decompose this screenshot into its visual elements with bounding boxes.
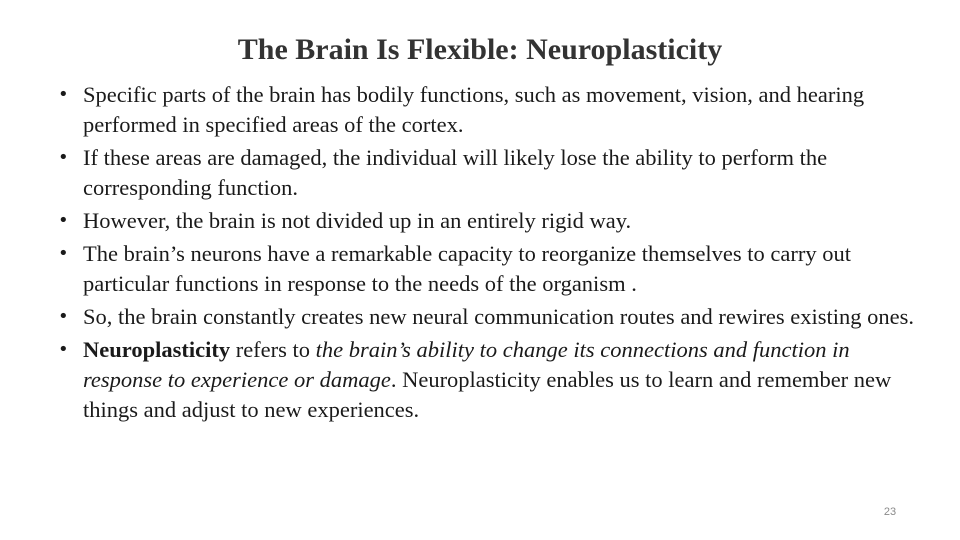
bullet-item <box>58 206 918 236</box>
bullet-list <box>58 80 918 428</box>
term-neuroplasticity: Neuroplasticity <box>83 337 231 362</box>
bullet-text: The brain’s neurons have a remarkable capacity to reorganize themselves to carry out particular functions in response to the needs of the organism . <box>83 241 852 296</box>
bullet-dot-icon: • <box>58 339 69 360</box>
bullet-dot-icon: • <box>58 147 69 168</box>
bullet-text: However, the brain is not divided up in an entirely rigid way. <box>83 208 632 233</box>
bullet-text: If these areas are damaged, the individual will likely lose the ability to perform the corresponding function. <box>83 145 828 200</box>
bullet-text-part: . Neuroplasticity enables us to learn and remember new things and adjust to new experiences. <box>83 367 892 422</box>
bullet-dot-icon: • <box>58 210 69 231</box>
bullet-item <box>58 239 918 299</box>
bullet-text: So, the brain constantly creates new neural communication routes and rewires existing ones. <box>83 304 915 329</box>
bullet-dot-icon: • <box>58 306 69 327</box>
bullet-text-part: refers to <box>230 337 316 362</box>
bullet-item-neuroplasticity <box>58 335 918 425</box>
bullet-dot-icon: • <box>58 243 69 264</box>
page-number: 23 <box>883 506 897 518</box>
definition-text: the brain’s ability to change its connections and function in response to experience or damage <box>83 337 850 392</box>
bullet-dot-icon: • <box>58 84 69 105</box>
bullet-text: Specific parts of the brain has bodily functions, such as movement, vision, and hearing performed in specified areas of the cortex. <box>83 82 865 137</box>
slide-title: The Brain Is Flexible: Neuroplasticity <box>237 33 723 66</box>
bullet-item <box>58 80 918 140</box>
bullet-item <box>58 302 918 332</box>
bullet-item <box>58 143 918 203</box>
